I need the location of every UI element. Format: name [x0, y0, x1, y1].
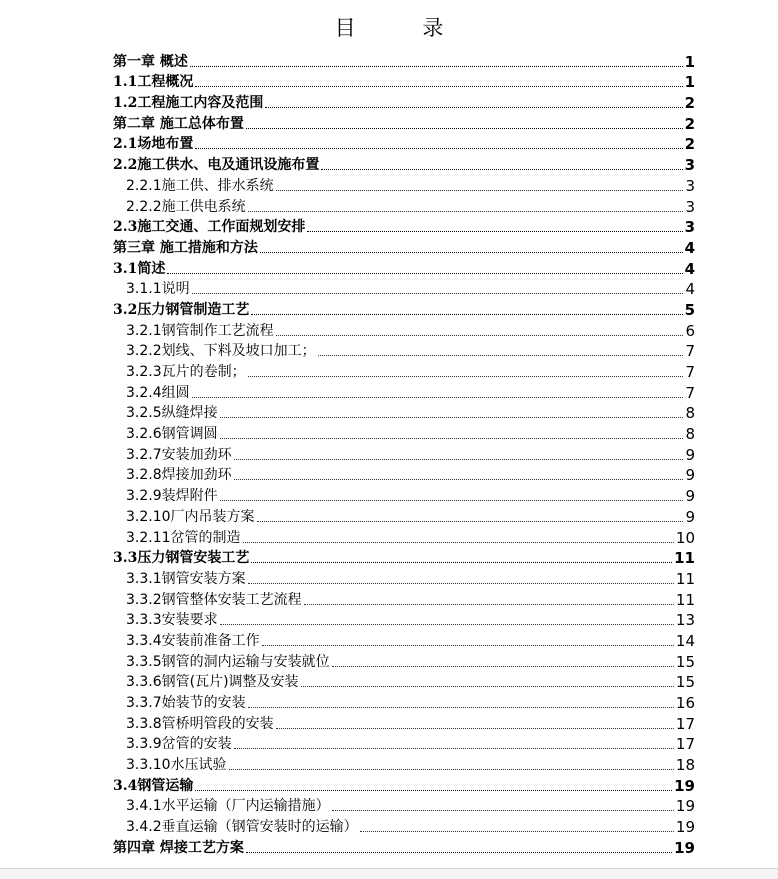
toc-entry-page-number: 19	[674, 776, 695, 795]
dot-leader	[248, 211, 684, 212]
dot-leader	[248, 376, 684, 377]
toc-entry-subsection[interactable]	[113, 630, 695, 651]
toc-entry-label: 2.3施工交通、工作面规划安排	[113, 219, 306, 236]
toc-entry-subsection[interactable]	[113, 175, 695, 196]
toc-entry-label: 3.3.1钢管安装方案	[126, 570, 246, 587]
toc-entry-label: 3.3.3安装要求	[126, 612, 218, 629]
toc-entry-subsection[interactable]	[113, 610, 695, 631]
toc-entry-page-number: 9	[685, 507, 695, 526]
dot-leader	[234, 748, 674, 749]
toc-entry-label: 第四章 焊接工艺方案	[113, 839, 244, 856]
dot-leader	[304, 604, 674, 605]
toc-entry-label: 第二章 施工总体布置	[113, 115, 244, 132]
toc-entry-label: 3.2.6钢管调圆	[126, 426, 218, 443]
toc-entry-page-number: 14	[675, 631, 695, 650]
toc-entry-subsection[interactable]	[113, 589, 695, 610]
dot-leader	[248, 707, 674, 708]
toc-entry-section[interactable]	[113, 237, 695, 258]
toc-entry-subsection[interactable]	[113, 754, 695, 775]
dot-leader	[190, 66, 683, 67]
dot-leader	[229, 769, 674, 770]
dot-leader	[262, 645, 674, 646]
toc-entry-subsection[interactable]	[113, 361, 695, 382]
dot-leader	[257, 521, 684, 522]
toc-entry-label: 3.3.2钢管整体安装工艺流程	[126, 591, 302, 608]
toc-entry-page-number: 9	[685, 445, 695, 464]
toc-entry-section[interactable]	[113, 299, 695, 320]
toc-entry-subsection[interactable]	[113, 651, 695, 672]
toc-entry-page-number: 13	[675, 611, 695, 630]
toc-entry-page-number: 1	[684, 73, 695, 92]
toc-entry-subsection[interactable]	[113, 816, 695, 837]
toc-entry-page-number: 1	[684, 52, 695, 71]
toc-entry-page-number: 17	[675, 714, 695, 733]
dot-leader	[276, 190, 684, 191]
dot-leader	[265, 107, 682, 108]
toc-entry-section[interactable]	[113, 775, 695, 796]
toc-entry-label: 3.3.7始装节的安装	[126, 695, 246, 711]
toc-entry-page-number: 16	[675, 694, 695, 712]
toc-entry-page-number: 5	[684, 300, 695, 319]
dot-leader	[307, 231, 682, 232]
toc-entry-subsection[interactable]	[113, 796, 695, 817]
toc-entry-label: 3.2.1钢管制作工艺流程	[126, 322, 274, 339]
toc-entry-label: 1.2工程施工内容及范围	[113, 95, 264, 112]
toc-entry-subsection[interactable]	[113, 568, 695, 589]
toc-entry-section[interactable]	[113, 837, 695, 858]
dot-leader	[220, 438, 684, 439]
toc-entry-page-number: 4	[685, 280, 695, 299]
dot-leader	[220, 417, 684, 418]
dot-leader	[220, 624, 674, 625]
toc-entry-page-number: 9	[685, 466, 695, 485]
toc-entry-section[interactable]	[113, 154, 695, 175]
toc-entry-page-number: 3	[684, 156, 695, 175]
dot-leader	[360, 831, 674, 832]
toc-entry-section[interactable]	[113, 51, 695, 72]
dot-leader	[260, 252, 683, 253]
toc-entry-section[interactable]	[113, 72, 695, 93]
toc-entry-page-number: 3	[684, 218, 695, 237]
toc-entry-subsection[interactable]	[113, 465, 695, 486]
toc-entry-label: 3.2.7安装加劲环	[126, 446, 232, 463]
dot-leader	[234, 459, 684, 460]
dot-leader	[276, 728, 674, 729]
dot-leader	[332, 666, 674, 667]
toc-entry-page-number: 2	[684, 114, 695, 133]
toc-entry-subsection[interactable]	[113, 382, 695, 403]
toc-entry-label: 3.4钢管运输	[113, 777, 194, 794]
toc-entry-label: 2.2.1施工供、排水系统	[126, 177, 274, 194]
toc-entry-page-number: 19	[674, 838, 695, 857]
dot-leader	[246, 128, 683, 129]
toc-entry-label: 3.2.3瓦片的卷制；	[126, 364, 246, 380]
toc-entry-page-number: 4	[684, 238, 695, 257]
dot-leader	[318, 355, 684, 356]
toc-entry-page-number: 3	[685, 176, 695, 195]
toc-entry-subsection[interactable]	[113, 485, 695, 506]
toc-entry-label: 3.1.1说明	[126, 281, 190, 298]
toc-entry-label: 3.2.5纵缝焊接	[126, 405, 218, 422]
toc-entry-label: 2.2.2施工供电系统	[126, 198, 246, 215]
toc-entry-page-number: 18	[675, 756, 695, 775]
toc-entry-page-number: 7	[685, 342, 695, 361]
dot-leader	[195, 86, 682, 87]
toc-entry-page-number: 3	[685, 197, 695, 216]
toc-entry-section[interactable]	[113, 92, 695, 113]
toc-entry-subsection[interactable]	[113, 734, 695, 755]
toc-entry-page-number: 17	[675, 735, 695, 754]
toc-entry-label: 第三章 施工措施和方法	[113, 239, 258, 256]
toc-entry-label: 3.1简述	[113, 260, 166, 277]
toc-entry-subsection[interactable]	[113, 527, 695, 548]
toc-entry-section[interactable]	[113, 134, 695, 155]
toc-entry-page-number: 2	[684, 94, 695, 113]
toc-entry-label: 3.3.6钢管(瓦片)调整及安装	[126, 674, 299, 691]
dot-leader	[195, 148, 682, 149]
toc-entry-label: 3.3.9岔管的安装	[126, 736, 232, 753]
toc-entry-subsection[interactable]	[113, 672, 695, 693]
toc-entry-label: 3.2.8焊接加劲环	[126, 467, 232, 484]
toc-entry-label: 3.4.1水平运输（厂内运输措施）	[126, 798, 330, 815]
dot-leader	[332, 810, 674, 811]
toc-entry-page-number: 7	[685, 383, 695, 402]
toc-entry-page-number: 11	[675, 590, 695, 609]
toc-entry-page-number: 8	[685, 425, 695, 444]
toc-entry-label: 2.2施工供水、电及通讯设施布置	[113, 157, 320, 174]
table-of-contents	[113, 51, 695, 858]
dot-leader	[246, 852, 672, 853]
toc-entry-label: 3.2.11岔管的制造	[126, 529, 241, 546]
toc-entry-page-number: 4	[684, 259, 695, 278]
toc-entry-section[interactable]	[113, 258, 695, 279]
toc-entry-page-number: 9	[685, 487, 695, 506]
dot-leader	[243, 542, 674, 543]
toc-entry-label: 3.4.2垂直运输（钢管安装时的运输）	[126, 819, 358, 836]
toc-entry-page-number: 19	[675, 797, 695, 816]
toc-entry-subsection[interactable]	[113, 341, 695, 362]
dot-leader	[234, 479, 684, 480]
toc-entry-section[interactable]	[113, 217, 695, 238]
toc-entry-label: 3.2.4组圆	[126, 384, 190, 401]
page-bottom-edge	[0, 868, 778, 879]
toc-entry-page-number: 6	[685, 321, 695, 340]
toc-entry-label: 1.1工程概况	[113, 74, 194, 91]
toc-entry-label: 3.2.9装焊附件	[126, 488, 218, 505]
toc-entry-subsection[interactable]	[113, 423, 695, 444]
dot-leader	[251, 562, 672, 563]
dot-leader	[248, 583, 674, 584]
dot-leader	[220, 500, 684, 501]
toc-entry-subsection[interactable]	[113, 320, 695, 341]
toc-entry-page-number: 11	[674, 549, 695, 568]
toc-entry-subsection[interactable]	[113, 403, 695, 424]
dot-leader	[167, 273, 682, 274]
toc-entry-subsection[interactable]	[113, 444, 695, 465]
dot-leader	[251, 314, 682, 315]
toc-entry-label: 3.2.10厂内吊装方案	[126, 508, 255, 525]
toc-entry-page-number: 19	[675, 818, 695, 837]
toc-entry-label: 3.2.2划线、下料及坡口加工；	[126, 343, 316, 360]
dot-leader	[321, 169, 682, 170]
toc-entry-subsection[interactable]	[113, 506, 695, 527]
toc-entry-page-number: 8	[685, 404, 695, 423]
toc-entry-page-number: 7	[685, 363, 695, 381]
dot-leader	[301, 686, 674, 687]
toc-entry-label: 3.3.10水压试验	[126, 757, 227, 774]
toc-entry-section[interactable]	[113, 113, 695, 134]
toc-entry-subsection[interactable]	[113, 196, 695, 217]
toc-entry-page-number: 2	[684, 135, 695, 154]
dot-leader	[192, 397, 684, 398]
toc-entry-subsection[interactable]	[113, 692, 695, 713]
toc-entry-label: 2.1场地布置	[113, 136, 194, 153]
toc-entry-section[interactable]	[113, 548, 695, 569]
toc-entry-page-number: 15	[675, 652, 695, 671]
toc-entry-label: 3.3.5钢管的洞内运输与安装就位	[126, 653, 330, 670]
dot-leader	[192, 293, 684, 294]
dot-leader	[276, 335, 684, 336]
toc-entry-subsection[interactable]	[113, 713, 695, 734]
toc-entry-page-number: 10	[675, 528, 695, 547]
toc-entry-page-number: 15	[675, 673, 695, 692]
toc-title: 目 录	[334, 16, 474, 40]
toc-entry-label: 3.3压力钢管安装工艺	[113, 550, 250, 567]
toc-entry-label: 3.3.4安装前准备工作	[126, 632, 260, 649]
dot-leader	[195, 790, 672, 791]
toc-entry-label: 3.2压力钢管制造工艺	[113, 301, 250, 318]
toc-entry-subsection[interactable]	[113, 279, 695, 300]
toc-entry-label: 3.3.8管桥明管段的安装	[126, 715, 274, 732]
toc-entry-label: 第一章 概述	[113, 53, 188, 70]
toc-entry-page-number: 11	[675, 569, 695, 588]
